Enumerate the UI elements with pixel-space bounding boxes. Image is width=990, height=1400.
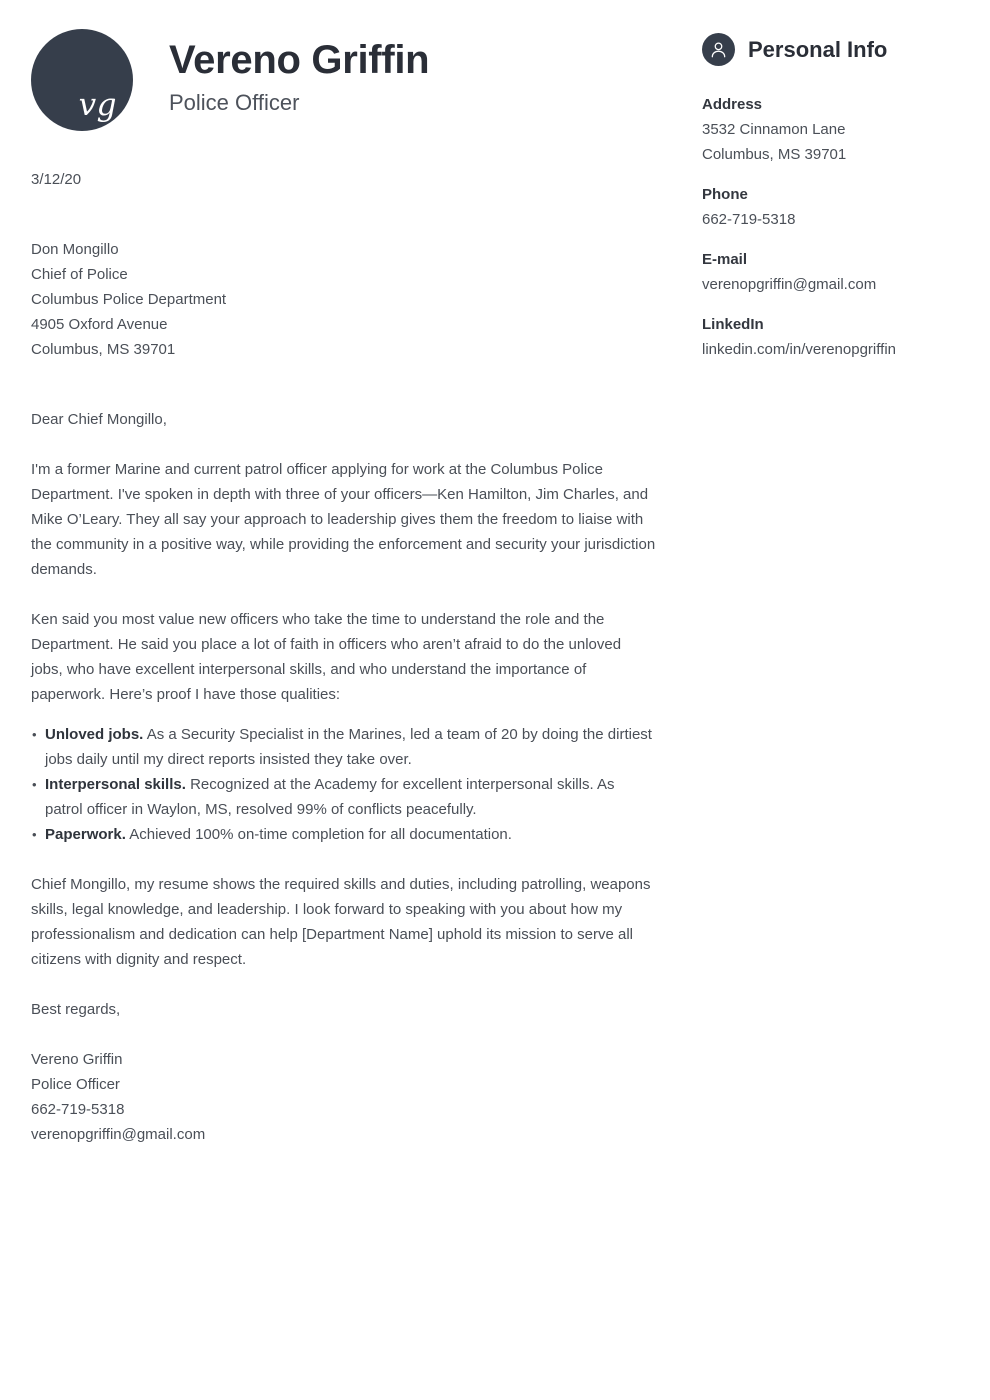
info-label: LinkedIn <box>702 316 764 333</box>
info-label: Phone <box>702 186 748 203</box>
letter-main-column <box>31 28 656 1147</box>
personal-info-sidebar <box>702 33 960 377</box>
info-value: 662-719-5318 <box>702 211 796 228</box>
bullet-text: Recognized at the Academy for excellent interpersonal skills. As patrol officer in Waylon, MS, resolved 99% of conflicts peacefully. <box>45 776 615 819</box>
recipient-line: Don Mongillo <box>31 241 119 259</box>
signature-line: Police Officer <box>31 1076 120 1094</box>
info-value[interactable]: linkedin.com/in/verenopgriffin <box>702 341 896 358</box>
info-value: 3532 Cinnamon Lane <box>702 121 846 138</box>
job-title: Police Officer <box>169 90 300 116</box>
achievement-bullet-list <box>31 722 656 847</box>
monogram-avatar <box>31 29 133 131</box>
bullet-text: As a Security Specialist in the Marines, led a team of 20 by doing the dirtiest jobs daily until my direct reports insisted they take over. <box>45 726 652 769</box>
recipient-line: Columbus Police Department <box>31 291 227 309</box>
bullet-lead: Paperwork. <box>45 826 126 844</box>
header-text-group <box>169 39 429 121</box>
recipient-line: 4905 Oxford Avenue <box>31 316 168 334</box>
sidebar-heading-label: Personal Info <box>748 36 888 62</box>
body-paragraph-1: I'm a former Marine and current patrol officer applying for work at the Columbus Police Department. I've spoken in depth with three of your officers—Ken Hamilton, Jim Charles, and Mike O’Leary. They all say your approach to leadership gives them the freedom to liaise with the community in a positive way, while providing the enforcement and security your jurisdiction demands. <box>31 461 656 579</box>
avatar-monogram-text: vg <box>78 87 117 123</box>
bullet-lead: Unloved jobs. <box>45 726 144 744</box>
list-item <box>31 822 656 847</box>
info-label: E-mail <box>702 251 748 268</box>
salutation: Dear Chief Mongillo, <box>31 411 167 429</box>
recipient-line: Columbus, MS 39701 <box>31 341 176 359</box>
bullet-lead: Interpersonal skills. <box>45 776 186 794</box>
recipient-address-block <box>31 237 656 362</box>
valediction: Best regards, <box>31 1001 121 1019</box>
signature-line: verenopgriffin@gmail.com <box>31 1126 206 1144</box>
signature-block <box>31 1047 656 1147</box>
info-block-address <box>702 92 960 167</box>
signature-line: Vereno Griffin <box>31 1051 123 1069</box>
body-paragraph-3: Chief Mongillo, my resume shows the required skills and duties, including patrolling, weapons skills, legal knowledge, and leadership. I look forward to speaking with you about how my professionalism and dedication can help [Department Name] uphold its mission to serve all citizens with dignity and respect. <box>31 876 651 969</box>
body-paragraph-2: Ken said you most value new officers who take the time to understand the role and the Department. He said you place a lot of faith in officers who aren’t afraid to do the unloved jobs, who have excellent interpersonal skills, and who understand the importance of paperwork. Here’s proof I have those qualities: <box>31 611 622 704</box>
letter-date: 3/12/20 <box>31 171 82 188</box>
page-title: Vereno Griffin <box>169 38 430 83</box>
recipient-line: Chief of Police <box>31 266 128 284</box>
sidebar-heading <box>702 33 960 66</box>
signature-line: 662-719-5318 <box>31 1101 125 1119</box>
person-icon <box>702 33 735 66</box>
info-block-phone <box>702 182 960 232</box>
bullet-text: Achieved 100% on-time completion for all documentation. <box>129 826 512 844</box>
info-block-linkedin <box>702 312 960 362</box>
list-item <box>31 772 656 822</box>
info-value: Columbus, MS 39701 <box>702 146 847 163</box>
list-item <box>31 722 656 772</box>
info-label: Address <box>702 96 763 113</box>
info-block-email <box>702 247 960 297</box>
letter-header <box>31 28 656 132</box>
info-value[interactable]: verenopgriffin@gmail.com <box>702 276 877 293</box>
